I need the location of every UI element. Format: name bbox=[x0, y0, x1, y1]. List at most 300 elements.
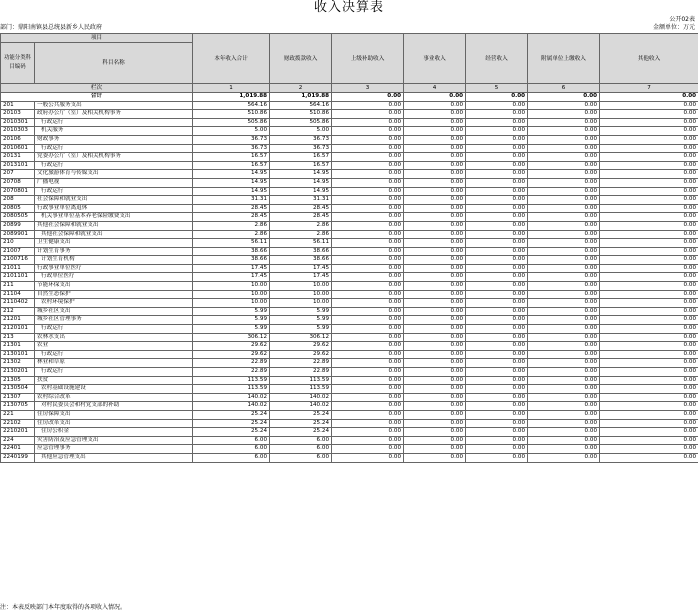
table-row bbox=[1, 419, 698, 428]
row-subject-name: 其他社会保障和就业支出 bbox=[35, 230, 193, 239]
row-value: 0.00 bbox=[600, 127, 698, 136]
row-value: 0.00 bbox=[332, 445, 404, 454]
row-value: 0.00 bbox=[332, 342, 404, 351]
row-value: 140.02 bbox=[193, 393, 270, 402]
table-row bbox=[1, 213, 698, 222]
row-value: 14.95 bbox=[270, 187, 332, 196]
row-value: 0.00 bbox=[404, 368, 466, 377]
row-value: 36.73 bbox=[270, 144, 332, 153]
row-value: 0.00 bbox=[332, 221, 404, 230]
row-value: 0.00 bbox=[600, 342, 698, 351]
table-row bbox=[1, 247, 698, 256]
row-value: 0.00 bbox=[404, 290, 466, 299]
row-value: 0.00 bbox=[404, 127, 466, 136]
row-value: 0.00 bbox=[600, 290, 698, 299]
row-value: 10.00 bbox=[270, 290, 332, 299]
col-header: 财政拨款收入 bbox=[270, 34, 332, 84]
row-value: 22.89 bbox=[270, 368, 332, 377]
row-code: 2010601 bbox=[1, 144, 35, 153]
table-row bbox=[1, 368, 698, 377]
row-subject-name: 社会保障和就业支出 bbox=[35, 196, 193, 205]
row-value: 16.57 bbox=[193, 161, 270, 170]
table-row bbox=[1, 127, 698, 136]
row-value: 0.00 bbox=[600, 282, 698, 291]
row-value: 0.00 bbox=[466, 445, 528, 454]
col-header: 上级补助收入 bbox=[332, 34, 404, 84]
row-value: 0.00 bbox=[466, 307, 528, 316]
income-table bbox=[0, 33, 698, 463]
row-value: 0.00 bbox=[600, 350, 698, 359]
row-code: 2210201 bbox=[1, 428, 35, 437]
total-value: 0.00 bbox=[404, 93, 466, 102]
row-value: 0.00 bbox=[466, 385, 528, 394]
table-row bbox=[1, 410, 698, 419]
row-value: 0.00 bbox=[528, 428, 600, 437]
row-value: 0.00 bbox=[600, 196, 698, 205]
row-value: 0.00 bbox=[528, 239, 600, 248]
row-value: 0.00 bbox=[466, 153, 528, 162]
row-value: 0.00 bbox=[466, 170, 528, 179]
row-code: 2100716 bbox=[1, 256, 35, 265]
row-subject-name: 自然生态保护 bbox=[35, 290, 193, 299]
row-value: 0.00 bbox=[466, 342, 528, 351]
row-value: 0.00 bbox=[528, 204, 600, 213]
row-subject-name: 林业和草原 bbox=[35, 359, 193, 368]
row-value: 10.00 bbox=[193, 290, 270, 299]
row-value: 0.00 bbox=[466, 239, 528, 248]
row-value: 0.00 bbox=[466, 187, 528, 196]
row-value: 38.66 bbox=[193, 256, 270, 265]
row-value: 0.00 bbox=[332, 110, 404, 119]
row-value: 5.99 bbox=[270, 325, 332, 334]
row-value: 0.00 bbox=[466, 127, 528, 136]
row-value: 0.00 bbox=[332, 178, 404, 187]
row-subject-name: 农村基础设施建设 bbox=[35, 385, 193, 394]
row-value: 0.00 bbox=[528, 307, 600, 316]
row-value: 0.00 bbox=[466, 419, 528, 428]
table-row bbox=[1, 385, 698, 394]
row-value: 0.00 bbox=[404, 428, 466, 437]
row-code: 2130705 bbox=[1, 402, 35, 411]
row-value: 10.00 bbox=[270, 299, 332, 308]
table-row bbox=[1, 204, 698, 213]
table-row bbox=[1, 153, 698, 162]
row-value: 0.00 bbox=[332, 239, 404, 248]
row-code: 212 bbox=[1, 307, 35, 316]
row-value: 0.00 bbox=[332, 290, 404, 299]
row-value: 0.00 bbox=[404, 410, 466, 419]
row-value: 0.00 bbox=[600, 239, 698, 248]
row-value: 0.00 bbox=[528, 350, 600, 359]
row-value: 0.00 bbox=[332, 101, 404, 110]
row-value: 0.00 bbox=[332, 282, 404, 291]
table-row bbox=[1, 118, 698, 127]
table-row bbox=[1, 221, 698, 230]
row-value: 0.00 bbox=[528, 368, 600, 377]
table-row bbox=[1, 453, 698, 462]
row-value: 0.00 bbox=[466, 368, 528, 377]
table-row bbox=[1, 350, 698, 359]
row-value: 0.00 bbox=[404, 213, 466, 222]
row-value: 0.00 bbox=[600, 101, 698, 110]
row-value: 22.89 bbox=[193, 368, 270, 377]
row-code: 2130101 bbox=[1, 350, 35, 359]
row-subject-name: 行政运行 bbox=[35, 187, 193, 196]
row-value: 0.00 bbox=[332, 325, 404, 334]
total-value: 0.00 bbox=[466, 93, 528, 102]
row-value: 140.02 bbox=[270, 393, 332, 402]
table-row bbox=[1, 230, 698, 239]
row-value: 0.00 bbox=[600, 368, 698, 377]
row-subject-name: 节能环保支出 bbox=[35, 282, 193, 291]
row-value: 0.00 bbox=[332, 385, 404, 394]
row-subject-name: 住房改革支出 bbox=[35, 419, 193, 428]
row-value: 0.00 bbox=[404, 325, 466, 334]
row-value: 0.00 bbox=[528, 135, 600, 144]
row-value: 6.00 bbox=[193, 436, 270, 445]
col-header: 其他收入 bbox=[600, 34, 698, 84]
table-row bbox=[1, 196, 698, 205]
row-value: 0.00 bbox=[404, 273, 466, 282]
row-value: 0.00 bbox=[332, 393, 404, 402]
row-value: 17.45 bbox=[193, 273, 270, 282]
row-value: 0.00 bbox=[466, 101, 528, 110]
table-row bbox=[1, 144, 698, 153]
row-value: 0.00 bbox=[600, 230, 698, 239]
row-code: 221 bbox=[1, 410, 35, 419]
row-subject-name: 农业 bbox=[35, 342, 193, 351]
row-value: 0.00 bbox=[404, 144, 466, 153]
row-value: 564.16 bbox=[193, 101, 270, 110]
row-value: 0.00 bbox=[332, 273, 404, 282]
row-value: 0.00 bbox=[600, 299, 698, 308]
row-value: 0.00 bbox=[404, 316, 466, 325]
row-value: 38.66 bbox=[270, 247, 332, 256]
table-row bbox=[1, 307, 698, 316]
col-num: 6 bbox=[528, 84, 600, 93]
row-value: 17.45 bbox=[193, 264, 270, 273]
row-value: 5.00 bbox=[270, 127, 332, 136]
col-header: 经营收入 bbox=[466, 34, 528, 84]
row-subject-name: 机关事业单位基本养老保险缴费支出 bbox=[35, 213, 193, 222]
row-code: 22102 bbox=[1, 419, 35, 428]
row-value: 0.00 bbox=[466, 161, 528, 170]
row-subject-name: 农村环境保护 bbox=[35, 299, 193, 308]
col-header: 事业收入 bbox=[404, 34, 466, 84]
row-value: 2.86 bbox=[193, 221, 270, 230]
row-value: 510.86 bbox=[193, 110, 270, 119]
row-value: 31.31 bbox=[270, 196, 332, 205]
row-value: 0.00 bbox=[404, 153, 466, 162]
row-value: 0.00 bbox=[404, 359, 466, 368]
row-value: 0.00 bbox=[600, 161, 698, 170]
row-value: 0.00 bbox=[404, 178, 466, 187]
row-subject-name: 计划生育事务 bbox=[35, 247, 193, 256]
row-value: 38.66 bbox=[193, 247, 270, 256]
row-value: 0.00 bbox=[528, 101, 600, 110]
row-value: 0.00 bbox=[600, 410, 698, 419]
row-value: 0.00 bbox=[404, 247, 466, 256]
row-value: 0.00 bbox=[466, 196, 528, 205]
row-value: 0.00 bbox=[600, 264, 698, 273]
row-subject-name: 行政事业单位医疗 bbox=[35, 264, 193, 273]
row-value: 0.00 bbox=[600, 453, 698, 462]
unit-label: 金额单位：万元 bbox=[652, 24, 695, 31]
row-value: 29.62 bbox=[270, 342, 332, 351]
row-value: 0.00 bbox=[466, 359, 528, 368]
row-value: 0.00 bbox=[528, 333, 600, 342]
row-code: 20708 bbox=[1, 178, 35, 187]
row-value: 0.00 bbox=[404, 187, 466, 196]
row-value: 29.62 bbox=[193, 342, 270, 351]
row-value: 0.00 bbox=[332, 350, 404, 359]
row-value: 0.00 bbox=[404, 445, 466, 454]
row-value: 25.24 bbox=[270, 419, 332, 428]
row-value: 0.00 bbox=[528, 196, 600, 205]
row-value: 28.45 bbox=[193, 213, 270, 222]
row-value: 0.00 bbox=[528, 385, 600, 394]
row-subject-name: 其他应急管理支出 bbox=[35, 453, 193, 462]
row-code: 21307 bbox=[1, 393, 35, 402]
row-value: 28.45 bbox=[270, 213, 332, 222]
row-subject-name: 卫生健康支出 bbox=[35, 239, 193, 248]
row-value: 0.00 bbox=[404, 161, 466, 170]
row-value: 0.00 bbox=[600, 376, 698, 385]
row-value: 0.00 bbox=[528, 410, 600, 419]
col-num: 7 bbox=[600, 84, 698, 93]
row-value: 0.00 bbox=[404, 118, 466, 127]
row-value: 0.00 bbox=[600, 359, 698, 368]
row-subject-name: 行政运行 bbox=[35, 118, 193, 127]
row-value: 17.45 bbox=[270, 264, 332, 273]
col-header: 本年收入合计 bbox=[193, 34, 270, 84]
row-value: 113.59 bbox=[193, 385, 270, 394]
row-value: 306.12 bbox=[193, 333, 270, 342]
row-code: 210 bbox=[1, 239, 35, 248]
row-value: 0.00 bbox=[600, 325, 698, 334]
row-value: 0.00 bbox=[528, 127, 600, 136]
row-code: 201 bbox=[1, 101, 35, 110]
row-value: 0.00 bbox=[466, 110, 528, 119]
row-value: 0.00 bbox=[404, 333, 466, 342]
row-value: 10.00 bbox=[270, 282, 332, 291]
row-value: 0.00 bbox=[528, 230, 600, 239]
row-code: 20899 bbox=[1, 221, 35, 230]
row-code: 2010303 bbox=[1, 127, 35, 136]
row-subject-name: 党委办公厅（室）及相关机构事务 bbox=[35, 153, 193, 162]
row-value: 510.86 bbox=[270, 110, 332, 119]
row-subject-name: 广播电视 bbox=[35, 178, 193, 187]
row-value: 0.00 bbox=[466, 410, 528, 419]
row-value: 0.00 bbox=[528, 161, 600, 170]
col-num: 5 bbox=[466, 84, 528, 93]
row-value: 0.00 bbox=[332, 213, 404, 222]
row-code: 20103 bbox=[1, 110, 35, 119]
row-value: 0.00 bbox=[466, 282, 528, 291]
col-num: 4 bbox=[404, 84, 466, 93]
form-code: 公开02表 bbox=[669, 16, 695, 23]
table-row bbox=[1, 428, 698, 437]
row-code: 2101101 bbox=[1, 273, 35, 282]
row-value: 36.73 bbox=[270, 135, 332, 144]
row-value: 0.00 bbox=[466, 402, 528, 411]
row-value: 14.95 bbox=[270, 170, 332, 179]
row-code: 20131 bbox=[1, 153, 35, 162]
row-subject-name: 行政运行 bbox=[35, 368, 193, 377]
row-value: 0.00 bbox=[332, 453, 404, 462]
row-value: 0.00 bbox=[404, 110, 466, 119]
row-value: 0.00 bbox=[332, 333, 404, 342]
row-value: 0.00 bbox=[332, 307, 404, 316]
row-code: 22401 bbox=[1, 445, 35, 454]
table-row bbox=[1, 393, 698, 402]
row-subject-name: 住房保障支出 bbox=[35, 410, 193, 419]
row-value: 29.62 bbox=[193, 350, 270, 359]
table-row bbox=[1, 316, 698, 325]
row-code: 20805 bbox=[1, 204, 35, 213]
row-value: 0.00 bbox=[332, 402, 404, 411]
row-value: 2.86 bbox=[270, 230, 332, 239]
row-value: 25.24 bbox=[193, 419, 270, 428]
row-value: 113.59 bbox=[193, 376, 270, 385]
row-value: 0.00 bbox=[466, 213, 528, 222]
row-subject-name: 行政运行 bbox=[35, 325, 193, 334]
table-row bbox=[1, 342, 698, 351]
row-code: 213 bbox=[1, 333, 35, 342]
row-code: 21201 bbox=[1, 316, 35, 325]
row-value: 0.00 bbox=[466, 144, 528, 153]
row-value: 0.00 bbox=[332, 230, 404, 239]
table-row bbox=[1, 135, 698, 144]
row-value: 22.89 bbox=[270, 359, 332, 368]
row-value: 0.00 bbox=[332, 256, 404, 265]
row-value: 14.95 bbox=[193, 187, 270, 196]
row-value: 0.00 bbox=[466, 221, 528, 230]
row-value: 0.00 bbox=[404, 101, 466, 110]
row-value: 0.00 bbox=[332, 376, 404, 385]
table-row bbox=[1, 273, 698, 282]
row-subject-name: 应急管理事务 bbox=[35, 445, 193, 454]
row-subject-name: 机关服务 bbox=[35, 127, 193, 136]
row-value: 0.00 bbox=[600, 428, 698, 437]
row-code: 207 bbox=[1, 170, 35, 179]
total-value: 0.00 bbox=[600, 93, 698, 102]
table-row bbox=[1, 187, 698, 196]
row-value: 0.00 bbox=[404, 307, 466, 316]
row-value: 6.00 bbox=[270, 445, 332, 454]
row-value: 0.00 bbox=[600, 445, 698, 454]
row-value: 0.00 bbox=[404, 342, 466, 351]
row-value: 28.45 bbox=[193, 204, 270, 213]
col-num: 2 bbox=[270, 84, 332, 93]
row-value: 0.00 bbox=[404, 453, 466, 462]
row-subject-name: 灾害防治及应急管理支出 bbox=[35, 436, 193, 445]
row-value: 0.00 bbox=[332, 299, 404, 308]
row-code: 2080505 bbox=[1, 213, 35, 222]
table-row bbox=[1, 101, 698, 110]
row-value: 505.86 bbox=[270, 118, 332, 127]
row-value: 0.00 bbox=[528, 419, 600, 428]
total-value: 1,019.88 bbox=[270, 93, 332, 102]
row-value: 306.12 bbox=[270, 333, 332, 342]
row-value: 0.00 bbox=[600, 316, 698, 325]
row-value: 0.00 bbox=[600, 221, 698, 230]
row-value: 505.86 bbox=[193, 118, 270, 127]
row-value: 564.16 bbox=[270, 101, 332, 110]
row-value: 0.00 bbox=[528, 247, 600, 256]
row-value: 0.00 bbox=[600, 385, 698, 394]
row-value: 0.00 bbox=[466, 178, 528, 187]
row-value: 0.00 bbox=[528, 290, 600, 299]
row-value: 36.73 bbox=[193, 135, 270, 144]
row-value: 0.00 bbox=[600, 110, 698, 119]
row-value: 0.00 bbox=[466, 118, 528, 127]
row-value: 16.57 bbox=[270, 161, 332, 170]
row-value: 0.00 bbox=[332, 161, 404, 170]
row-value: 16.57 bbox=[193, 153, 270, 162]
col-num: 3 bbox=[332, 84, 404, 93]
table-row bbox=[1, 436, 698, 445]
row-value: 0.00 bbox=[332, 410, 404, 419]
row-value: 0.00 bbox=[466, 376, 528, 385]
row-value: 0.00 bbox=[466, 436, 528, 445]
total-value: 0.00 bbox=[332, 93, 404, 102]
row-value: 25.24 bbox=[270, 410, 332, 419]
total-label: 合计 bbox=[1, 93, 193, 102]
table-row bbox=[1, 299, 698, 308]
row-value: 0.00 bbox=[528, 178, 600, 187]
row-value: 0.00 bbox=[466, 247, 528, 256]
row-code: 2013101 bbox=[1, 161, 35, 170]
row-subject-name: 财政事务 bbox=[35, 135, 193, 144]
row-value: 0.00 bbox=[404, 256, 466, 265]
row-value: 0.00 bbox=[332, 187, 404, 196]
row-value: 0.00 bbox=[528, 221, 600, 230]
row-value: 0.00 bbox=[466, 264, 528, 273]
table-row bbox=[1, 445, 698, 454]
row-code: 2130201 bbox=[1, 368, 35, 377]
table-row bbox=[1, 282, 698, 291]
row-value: 0.00 bbox=[332, 170, 404, 179]
row-value: 0.00 bbox=[528, 170, 600, 179]
row-code: 224 bbox=[1, 436, 35, 445]
row-value: 2.86 bbox=[270, 221, 332, 230]
row-value: 0.00 bbox=[600, 204, 698, 213]
row-subject-name: 文化旅游体育与传媒支出 bbox=[35, 170, 193, 179]
table-row bbox=[1, 178, 698, 187]
row-value: 0.00 bbox=[466, 333, 528, 342]
row-value: 5.99 bbox=[270, 316, 332, 325]
row-value: 17.45 bbox=[270, 273, 332, 282]
row-value: 56.11 bbox=[270, 239, 332, 248]
row-code: 21305 bbox=[1, 376, 35, 385]
row-code: 2089901 bbox=[1, 230, 35, 239]
row-value: 36.73 bbox=[193, 144, 270, 153]
row-value: 0.00 bbox=[528, 453, 600, 462]
row-value: 0.00 bbox=[332, 196, 404, 205]
row-value: 0.00 bbox=[528, 359, 600, 368]
row-value: 0.00 bbox=[528, 436, 600, 445]
row-value: 0.00 bbox=[466, 256, 528, 265]
table-row bbox=[1, 161, 698, 170]
total-value: 0.00 bbox=[528, 93, 600, 102]
row-value: 140.02 bbox=[193, 402, 270, 411]
row-value: 0.00 bbox=[466, 135, 528, 144]
row-value: 6.00 bbox=[270, 436, 332, 445]
department-label: 部门：鼎阳南镇县总统县新乡人民政府 bbox=[0, 24, 103, 31]
row-subject-name: 农村综合改革 bbox=[35, 393, 193, 402]
row-value: 0.00 bbox=[600, 333, 698, 342]
